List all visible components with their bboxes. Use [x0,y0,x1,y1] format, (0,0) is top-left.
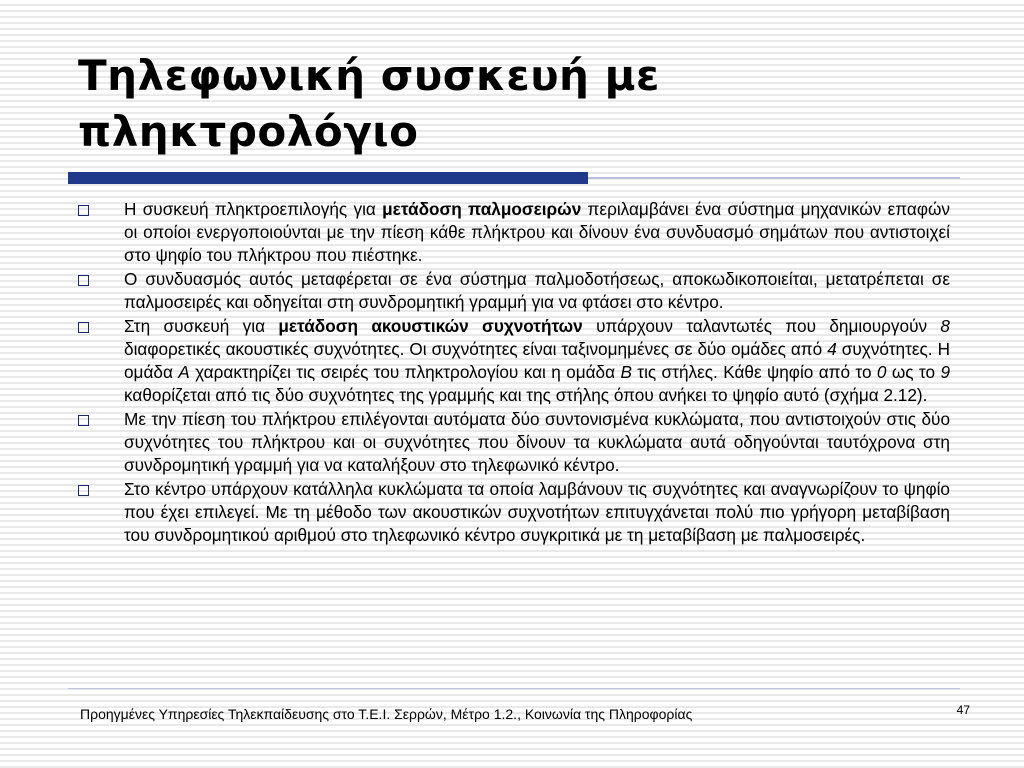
square-bullet-icon [78,205,89,216]
text-run: Ο συνδυασμός αυτός μεταφέρεται σε ένα σύστημα παλμοδοτήσεως, αποκωδικοποιείται, μετατρέπεται σε παλμοσειρές και οδηγείται στη συνδρομητική γραμμή για να φτάσει στο κέντρο. [124,269,950,312]
bullet-item [78,268,950,314]
page-number: 47 [956,703,970,717]
text-run: Στη συσκευή για [124,316,279,336]
text-run: συχνότητες. Η ομάδα [124,339,950,382]
square-bullet-icon [78,275,89,286]
square-bullet-icon [78,415,89,426]
bullet-list [78,198,950,548]
footer-divider [68,688,960,689]
text-run: διαφορετικές ακουστικές συχνότητες. Οι συχνότητες είναι ταξινομημένες σε δύο ομάδες από [124,339,828,359]
bullet-text [124,268,950,314]
bullet-text [124,408,950,477]
text-run: καθορίζεται από τις δύο συχνότητες της γραμμής και της στήλης όπου ανήκει το ψηφίο αυτό (σχήμα 2.12). [124,385,928,405]
bullet-text [124,198,950,267]
text-run: χαρακτηρίζει τις σειρές του πληκτρολογίου και η ομάδα [189,362,621,382]
text-run: υπάρχουν ταλαντωτές που δημιουργούν [582,316,941,336]
text-run: Β [620,362,632,382]
text-run: μετάδοση παλμοσειρών [382,199,582,219]
square-bullet-icon [78,322,89,333]
text-run: 8 [940,316,950,336]
bullet-text [124,315,950,407]
title-underline-dark [68,172,588,184]
title-underline-light [588,177,960,179]
square-bullet-icon [78,485,89,496]
bullet-item [78,198,950,267]
text-run: Α [178,362,190,382]
text-run: 4 [827,339,837,359]
text-run: Η συσκευή πληκτροεπιλογής για [124,199,383,219]
text-run: Με την πίεση του πλήκτρου επιλέγονται αυτόματα δύο συντονισμένα κυκλώματα, που αντιστοιχούν στις δύο συχνότητες του πλήκτρου και οι συχνότητες που δίνουν τα κυκλώματα αυτά οδηγούνται ταυτόχρονα στη συνδρομητική γραμμή για να καταλήξουν στο τηλεφωνικό κέντρο. [124,409,950,475]
text-run: τις στήλες. Κάθε ψηφίο από το [631,362,877,382]
text-run: μετάδοση ακουστικών συχνοτήτων [278,316,583,336]
bullet-item [78,408,950,477]
bullet-item [78,315,950,407]
text-run: περιλαμβάνει ένα σύστημα μηχανικών επαφών οι οποίοι ενεργοποιούνται με την πίεση κάθε πλήκτρου και δίνουν ένα συνδυασμό σημάτων που αντιστοιχεί στο ψηφίο του πλήκτρου που πιέστηκε. [124,199,951,265]
text-run: 0 [876,362,887,382]
bullet-item [78,478,950,547]
title-underline [68,172,960,190]
text-run: ως το [886,362,941,382]
text-run: 9 [940,362,950,382]
footer-text: Προηγμένες Υπηρεσίες Τηλεκπαίδευσης στο Τ.Ε.Ι. Σερρών, Μέτρο 1.2., Κοινωνία της Πληροφορίας [80,706,693,722]
text-run: Στο κέντρο υπάρχουν κατάλληλα κυκλώματα τα οποία λαμβάνουν τις συχνότητες και αναγνωρίζουν το ψηφίο που έχει επιλεγεί. Με τη μέθοδο των ακουστικών συχνοτήτων επιτυγχάνεται πολύ πιο γρήγορη μεταβίβαση του συνδρομητικού αριθμού στο τηλεφωνικό κέντρο συγκριτικά με τη μεταβίβαση με παλμοσειρές. [124,479,950,545]
bullet-text [124,478,950,547]
slide-title: Τηλεφωνική συσκευή με πληκτρολόγιο [78,51,660,156]
